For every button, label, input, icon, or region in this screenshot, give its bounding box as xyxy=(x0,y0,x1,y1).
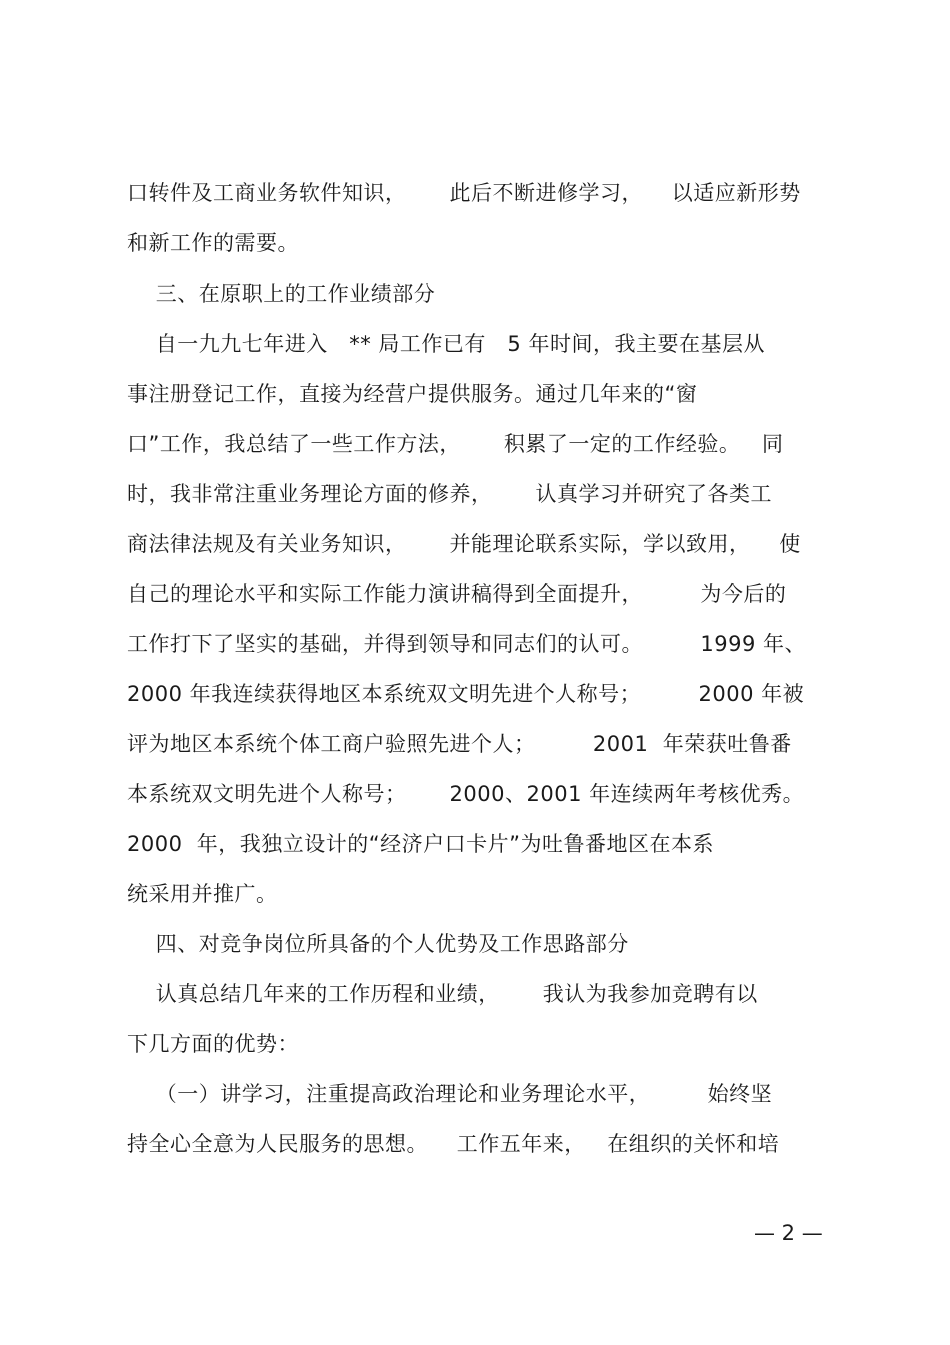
text-line: 事注册登记工作，直接为经营户提供服务。通过几年来的“窗 xyxy=(127,382,698,406)
text-line: 口转件及工商业务软件知识， 此后不断进修学习， 以适应新形势 xyxy=(127,181,801,205)
text-line: 工作打下了坚实的基础，并得到领导和同志们的认可。 1999 年、 xyxy=(127,632,807,656)
text-line: 持全心全意为人民服务的思想。 工作五年来， 在组织的关怀和培 xyxy=(127,1132,780,1156)
text-line: 认真总结几年来的工作历程和业绩， 我认为我参加竞聘有以 xyxy=(127,982,758,1006)
text-line: 时，我非常注重业务理论方面的修养， 认真学习并研究了各类工 xyxy=(127,482,773,506)
text-line: 本系统双文明先进个人称号； 2000、2001 年连续两年考核优秀。 xyxy=(127,782,805,806)
text-line: （一）讲学习，注重提高政治理论和业务理论水平， 始终坚 xyxy=(127,1082,773,1106)
text-line: 评为地区本系统个体工商户验照先进个人； 2001 年荣获吐鲁番 xyxy=(127,732,792,756)
text-line: 自己的理论水平和实际工作能力演讲稿得到全面提升， 为今后的 xyxy=(127,582,787,606)
section-heading: 四、对竞争岗位所具备的个人优势及工作思路部分 xyxy=(127,932,629,956)
text-line: 2000 年我连续获得地区本系统双文明先进个人称号； 2000 年被 xyxy=(127,682,805,706)
text-line: 口”工作，我总结了一些工作方法， 积累了一定的工作经验。 同 xyxy=(127,432,784,456)
text-line: 和新工作的需要。 xyxy=(127,231,299,255)
text-line: 统采用并推广。 xyxy=(127,882,278,906)
text-line: 2000 年，我独立设计的“经济户口卡片”为吐鲁番地区在本系 xyxy=(127,832,715,856)
page-number: — 2 — xyxy=(754,1221,823,1245)
text-line: 下几方面的优势： xyxy=(127,1032,299,1056)
text-line: 商法律法规及有关业务知识， 并能理论联系实际，学以致用， 使 xyxy=(127,532,801,556)
text-line: 自一九九七年进入 ** 局工作已有 5 年时间，我主要在基层从 xyxy=(127,332,765,356)
section-heading: 三、在原职上的工作业绩部分 xyxy=(127,282,436,306)
